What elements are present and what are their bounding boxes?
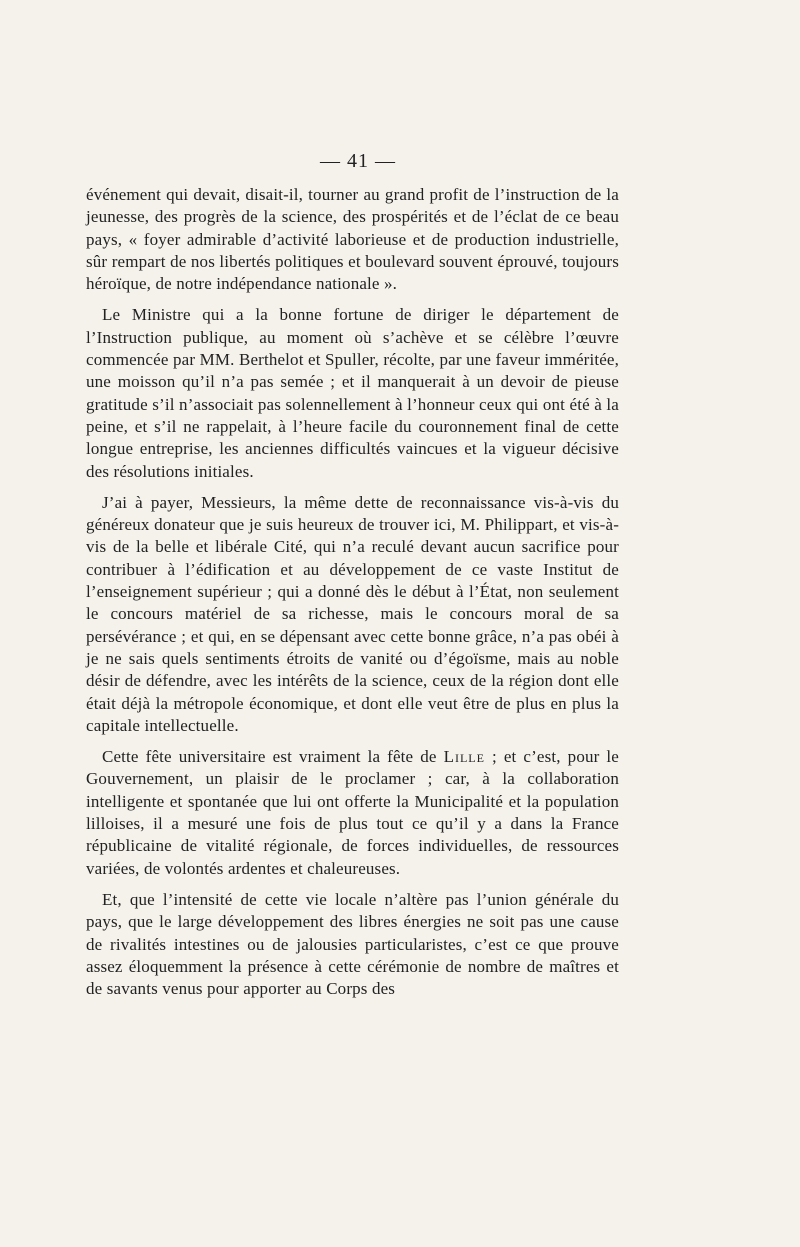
paragraph-text: Cette fête universitaire est vraiment la fête de [102,747,444,767]
paragraph: J’ai à payer, Messieurs, la même dette de reconnaissance vis-à-vis du généreux donateur que je suis heureux de trouver ici, M. Philippart, et vis-à-vis de la belle et libérale Cité, qui n’a reculé devant aucun sacrifice pour contribuer à l’édification et au développement de ce vaste Institut de l’enseignement supérieur ; qui a donné dès le début à l’État, non seulement le concours matériel de sa richesse, mais le concours moral de sa persévérance ; et qui, en se dépensant avec cette bonne grâce, n’a pas obéi à je ne sais quels sentiments étroits de vanité ou d’égoïsme, mais au noble désir de défendre, avec les intérêts de la science, ceux de la région dont elle était déjà la métropole économique, et dont elle veut être de plus en plus la capitale intellectuelle. [86,492,619,735]
paragraph: Le Ministre qui a la bonne fortune de diriger le département de l’Instruction publique, au moment où s’achève et se célèbre l’œuvre commencée par MM. Berthelot et Spuller, récolte, par une faveur imméritée, une moisson qu’il n’a pas semée ; et il manquerait à un devoir de pieuse gratitude s’il n’associait pas solennellement à l’honneur ceux qui ont été à la peine, et s’il ne rappelait, à l’heure facile du couronnement final de cette longue entreprise, les anciennes difficultés vaincues et la vigueur décisive des résolutions initiales. [86,305,619,481]
paragraph: Et, que l’intensité de cette vie locale n’altère pas l’union générale du pays, que le large développement des libres énergies ne soit pas une cause de rivalités intestines ou de jalousies particularistes, c’est ce que prouve assez éloquemment la présence à cette cérémonie de nombre de maîtres et de savants venus pour apporter au Corps des [86,889,619,999]
paragraph: événement qui devait, disait-il, tourner au grand profit de l’instruction de la jeunesse, des progrès de la science, des prospérités et de l’éclat de ce beau pays, « foyer admirable d’activité laborieuse et de production industrielle, sûr rempart de nos libertés politiques et boulevard souvent éprouvé, toujours héroïque, de notre indépendance nationale ». [86,185,619,294]
paragraph [86,746,619,880]
page-number: — 41 — [320,150,396,172]
body-text [86,184,619,1009]
city-name: Lille [443,747,485,767]
paragraph-text: ; et c’est, pour le Gouvernement, un plaisir de le proclamer ; car, à la collaboration intelligente et spontanée que lui ont offerte la Municipalité et la population lilloises, il a mesuré une fois de plus tout ce qu’il y a dans la France républicaine de vitalité régionale, de forces individuelles, de ressources variées, de volontés ardentes et chaleureuses. [86,747,619,878]
